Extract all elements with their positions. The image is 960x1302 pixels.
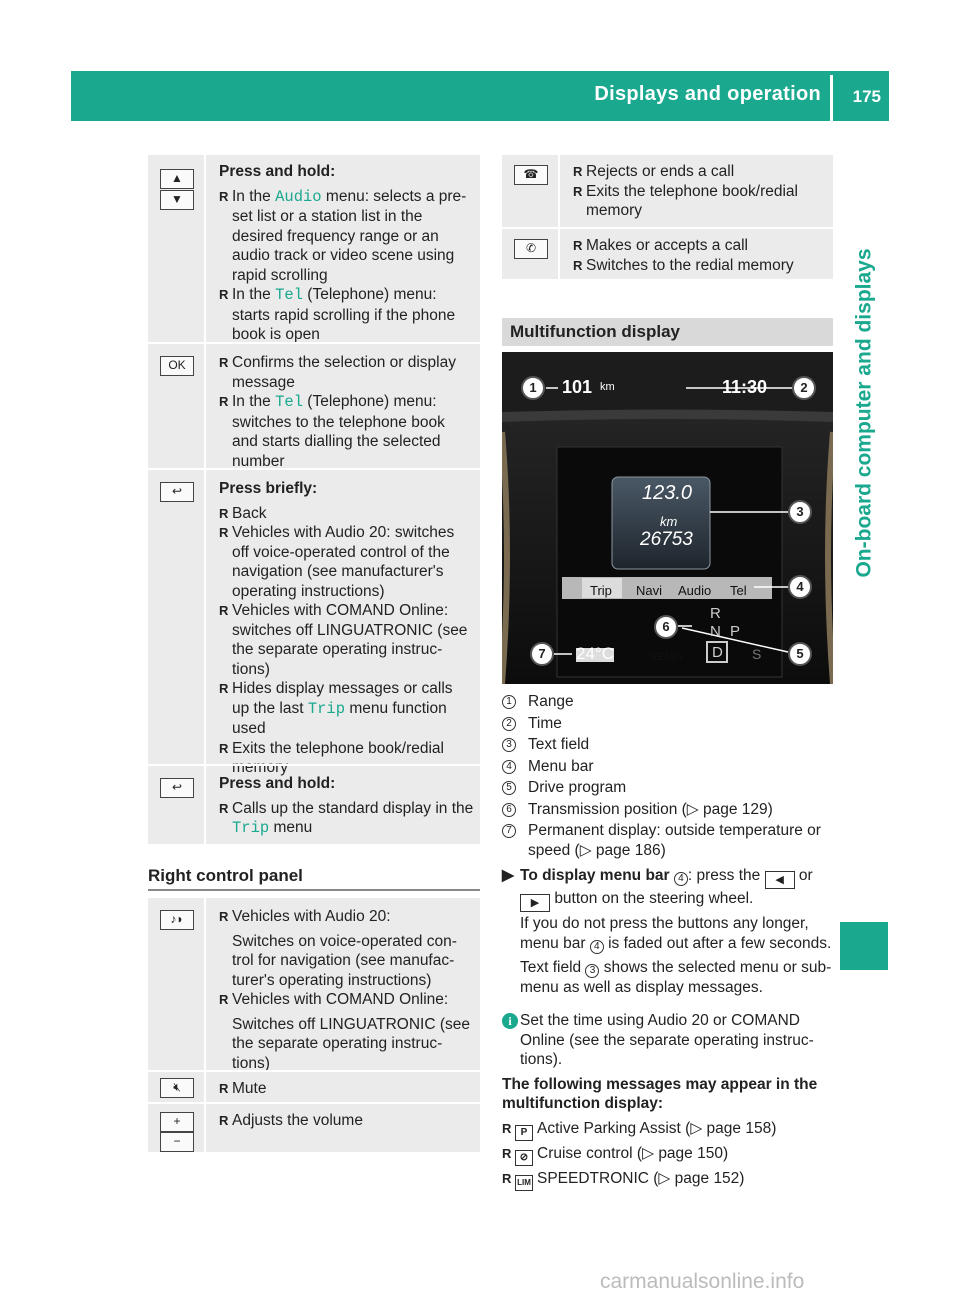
row-heading: Press briefly: bbox=[219, 480, 318, 497]
ok-button-icon: OK bbox=[160, 356, 194, 376]
list-item: R Calls up the standard display in the Trip menu bbox=[219, 799, 474, 839]
step-arrow-icon: ▶ bbox=[502, 867, 514, 884]
up-button-icon: ▲ bbox=[160, 169, 194, 189]
legend-item: 3 Text field bbox=[502, 735, 842, 755]
callout-1: 1 bbox=[521, 376, 545, 400]
header-title: Displays and operation bbox=[594, 83, 821, 105]
legend-item: 1 Range bbox=[502, 692, 842, 712]
legend-item: 6 Transmission position (▷ page 129) bbox=[502, 800, 842, 820]
table-row bbox=[148, 342, 480, 468]
right-controls-table bbox=[148, 898, 480, 1152]
down-button-icon: ▼ bbox=[160, 190, 194, 210]
callout-6: 6 bbox=[654, 615, 678, 639]
list-item: R ⊘ Cruise control (▷ page 150) bbox=[502, 1144, 842, 1166]
list-item: R Mute bbox=[219, 1079, 474, 1099]
legend-item: 7 Permanent display: outside temperature or speed (▷ page 186) bbox=[502, 821, 832, 860]
volume-up-icon: + bbox=[160, 1112, 194, 1132]
list-item: R Vehicles with Audio 20: bbox=[219, 907, 474, 927]
list-item: R In the Tel (Telephone) menu: starts rapid scrolling if the phone book is open bbox=[219, 285, 474, 345]
side-tab-label: On-board computer and displays bbox=[852, 247, 876, 578]
menu-item-navi: Navi bbox=[636, 583, 663, 598]
trip-unit: km bbox=[660, 514, 678, 529]
voice-control-icon: ♪◗ bbox=[160, 910, 194, 930]
step-text: : press the bbox=[687, 867, 761, 884]
list-item: R Makes or accepts a call bbox=[573, 236, 827, 256]
list-item-detail: Switches on voice-operated con-trol for navigation (see manufac-turer's operating instructions) bbox=[232, 932, 457, 989]
time-value: 11:30 bbox=[722, 377, 768, 397]
trip-value: 123.0 bbox=[642, 482, 693, 504]
list-item: R LIM SPEEDTRONIC (▷ page 152) bbox=[502, 1169, 842, 1191]
list-item: R Exits the telephone book/redial memory bbox=[573, 182, 827, 221]
callout-2: 2 bbox=[792, 376, 816, 400]
volume-down-icon: − bbox=[160, 1132, 194, 1152]
table-row bbox=[148, 764, 480, 844]
side-tab-marker bbox=[840, 922, 888, 970]
list-item: R Vehicles with Audio 20: switches off voice-operated control of the navigation (see manufacturer's operating instructions) bbox=[219, 523, 474, 601]
callout-4: 4 bbox=[788, 575, 812, 599]
mute-icon: 🔇︎ bbox=[160, 1078, 194, 1098]
instrument-cluster-image bbox=[502, 352, 833, 684]
gear-p: P bbox=[730, 623, 741, 640]
table-row bbox=[502, 155, 833, 227]
list-item: R Hides display messages or calls up the last Trip menu function used bbox=[219, 679, 474, 739]
table-row bbox=[148, 468, 480, 776]
header-separator bbox=[830, 75, 833, 121]
info-text: Set the time using Audio 20 or COMAND Online (see the separate operating instruc-tions). bbox=[520, 1012, 814, 1068]
accept-call-icon: ✆ bbox=[514, 239, 548, 259]
callout-5: 5 bbox=[788, 642, 812, 666]
heading-rule bbox=[148, 889, 480, 891]
multifunction-heading: Multifunction display bbox=[502, 318, 833, 346]
table-row bbox=[148, 155, 480, 342]
list-item: R Vehicles with COMAND Online: switches off LINGUATRONIC (see the separate operating instruc-tions) bbox=[219, 601, 474, 679]
list-item: R Exits the telephone book/redial memory bbox=[219, 739, 474, 778]
right-control-heading: Right control panel bbox=[148, 866, 303, 885]
left-controls-table bbox=[148, 155, 480, 844]
step-paragraph: If you do not press the buttons any longer, menu bar 4 is faded out after a few seconds. bbox=[520, 915, 832, 952]
back-button-icon: ↩ bbox=[160, 778, 194, 798]
page-number: 175 bbox=[852, 87, 881, 106]
gear-n: N bbox=[710, 623, 721, 640]
phone-controls-table bbox=[502, 155, 833, 279]
right-button-icon: ▶ bbox=[520, 894, 550, 912]
table-row bbox=[148, 1070, 480, 1102]
info-note bbox=[502, 1011, 832, 1070]
gear-r: R bbox=[710, 605, 721, 622]
messages-heading: The following messages may appear in the multifunction display: bbox=[502, 1075, 818, 1112]
table-row bbox=[148, 898, 480, 1070]
table-row bbox=[502, 227, 833, 279]
range-unit: km bbox=[600, 381, 615, 393]
row-heading: Press and hold: bbox=[219, 163, 336, 180]
ready-indicator: READY bbox=[650, 652, 685, 663]
cruise-control-icon: ⊘ bbox=[515, 1150, 533, 1166]
row-heading: Press and hold: bbox=[219, 775, 336, 792]
list-item: R In the Audio menu: selects a pre-set list or a station list in the desired frequency range or an audio track or video scene using rapid scrolling bbox=[219, 187, 474, 286]
callout-ref: 4 bbox=[674, 872, 688, 886]
parking-icon: P bbox=[515, 1125, 533, 1141]
legend-item: 4 Menu bar bbox=[502, 757, 842, 777]
speedtronic-icon: LIM bbox=[515, 1175, 533, 1191]
info-icon: i bbox=[502, 1013, 518, 1029]
cluster-legend bbox=[502, 692, 842, 1191]
instruction-step bbox=[502, 866, 840, 997]
step-paragraph: Text field 3 shows the selected menu or sub-menu as well as display messages. bbox=[520, 958, 832, 996]
left-button-icon: ◀ bbox=[765, 871, 795, 889]
list-item: R Back bbox=[219, 504, 474, 524]
callout-3: 3 bbox=[788, 500, 812, 524]
sport-indicator: S bbox=[752, 646, 762, 662]
list-item: R Switches to the redial memory bbox=[573, 256, 827, 276]
table-row bbox=[148, 1102, 480, 1152]
legend-item: 5 Drive program bbox=[502, 778, 842, 798]
odometer-value: 26753 bbox=[640, 529, 693, 550]
step-text: or bbox=[798, 867, 813, 884]
watermark: carmanualsonline.info bbox=[600, 1270, 805, 1293]
list-item-detail: Switches off LINGUATRONIC (see the separate operating instruc-tions) bbox=[232, 1015, 471, 1072]
menu-item-trip: Trip bbox=[590, 583, 612, 598]
list-item: R Adjusts the volume bbox=[219, 1111, 474, 1131]
list-item: R Confirms the selection or display message bbox=[219, 353, 474, 392]
menu-item-audio: Audio bbox=[678, 583, 712, 598]
legend-item: 2 Time bbox=[502, 714, 842, 734]
list-item: R Rejects or ends a call bbox=[573, 162, 827, 182]
back-button-icon: ↩ bbox=[160, 482, 194, 502]
drive-indicator: D bbox=[712, 644, 723, 661]
temperature-value: 24°C bbox=[576, 644, 614, 663]
end-call-icon: ☎ bbox=[514, 165, 548, 185]
range-value: 101 bbox=[562, 377, 593, 397]
list-item: R Vehicles with COMAND Online: bbox=[219, 990, 474, 1010]
callout-7: 7 bbox=[530, 642, 554, 666]
list-item: R In the Tel (Telephone) menu: switches to the telephone book and starts dialling the selected number bbox=[219, 392, 474, 471]
menu-item-tel: Tel bbox=[730, 583, 747, 598]
step-text: button on the steering wheel. bbox=[554, 890, 754, 907]
page-header bbox=[71, 71, 889, 121]
list-item: R P Active Parking Assist (▷ page 158) bbox=[502, 1119, 842, 1141]
step-title: To display menu bar bbox=[520, 867, 670, 884]
